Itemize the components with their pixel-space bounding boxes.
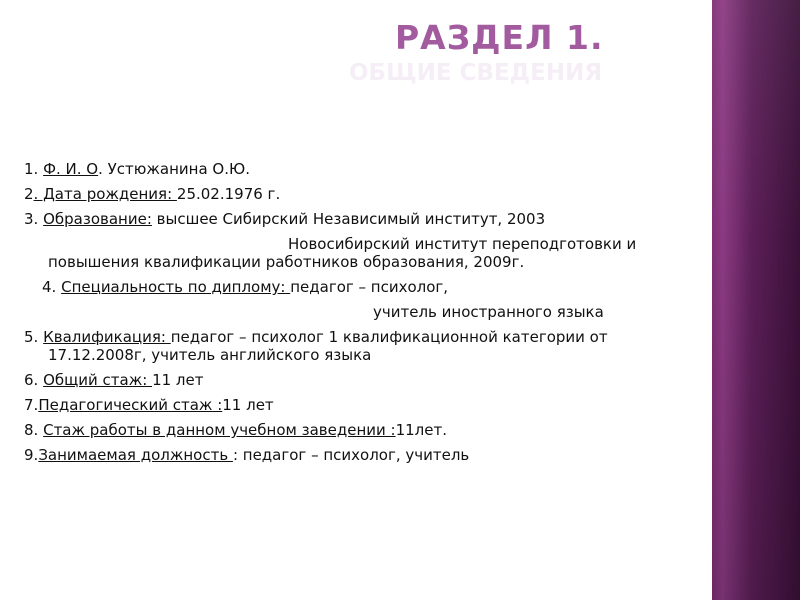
item-label: . Дата рождения: [33,185,177,203]
item-value: высшее Сибирский Независимый институт, 2003 [151,210,546,228]
item-value: педагог – психолог, [290,278,449,296]
item-value-cont: Новосибирский институт переподготовки и [288,235,637,253]
item-value: : педагог – психолог, учитель [232,446,470,464]
item-value: 11 лет [152,371,204,389]
item-label: Специальность по диплому: [61,278,291,296]
item-qualification-continued [24,346,724,364]
item-specialty [24,278,724,296]
item-value: 25.02.1976 г. [176,185,281,203]
item-label: Стаж работы в данном учебном заведении : [43,421,396,439]
item-label: Занимаемая должность [38,446,233,464]
item-value-cont: учитель иностранного языка [373,303,604,321]
item-number: 2 [24,185,34,203]
item-label: Образование: [43,210,152,228]
item-value: педагог – психолог 1 квалификационной категории от [170,328,608,346]
item-value: . Устюжанина О.Ю. [98,160,250,178]
item-institution-experience [24,421,724,439]
item-birth-date [24,185,724,203]
decorative-side-band [712,0,800,600]
item-number: 3. [24,210,44,228]
item-value: 11 лет [222,396,274,414]
page-subtitle: ОБЩИЕ СВЕДЕНИЯ [349,60,603,86]
item-position [24,446,724,464]
page-title: РАЗДЕЛ 1. [395,18,604,57]
item-value-cont: 17.12.2008г, учитель английского языка [48,346,372,364]
item-number: 1. [24,160,44,178]
item-fio [24,160,724,178]
item-label: Квалификация: [43,328,171,346]
item-value: 11лет. [395,421,447,439]
item-qualification [24,328,724,346]
item-education-continued [24,235,724,253]
item-label: Ф. И. О [43,160,99,178]
item-education-continued [24,253,724,271]
item-total-experience [24,371,724,389]
item-number: 9. [24,446,39,464]
item-number: 5. [24,328,44,346]
item-value-cont: повышения квалификации работников образования, 2009г. [48,253,525,271]
item-teaching-experience [24,396,724,414]
item-number: 4. [42,278,62,296]
item-education [24,210,724,228]
item-number: 7. [24,396,39,414]
info-list [24,160,724,464]
item-label: Общий стаж: [43,371,153,389]
item-specialty-continued [24,303,724,321]
item-number: 8. [24,421,44,439]
item-label: Педагогический стаж : [38,396,223,414]
item-number: 6. [24,371,44,389]
